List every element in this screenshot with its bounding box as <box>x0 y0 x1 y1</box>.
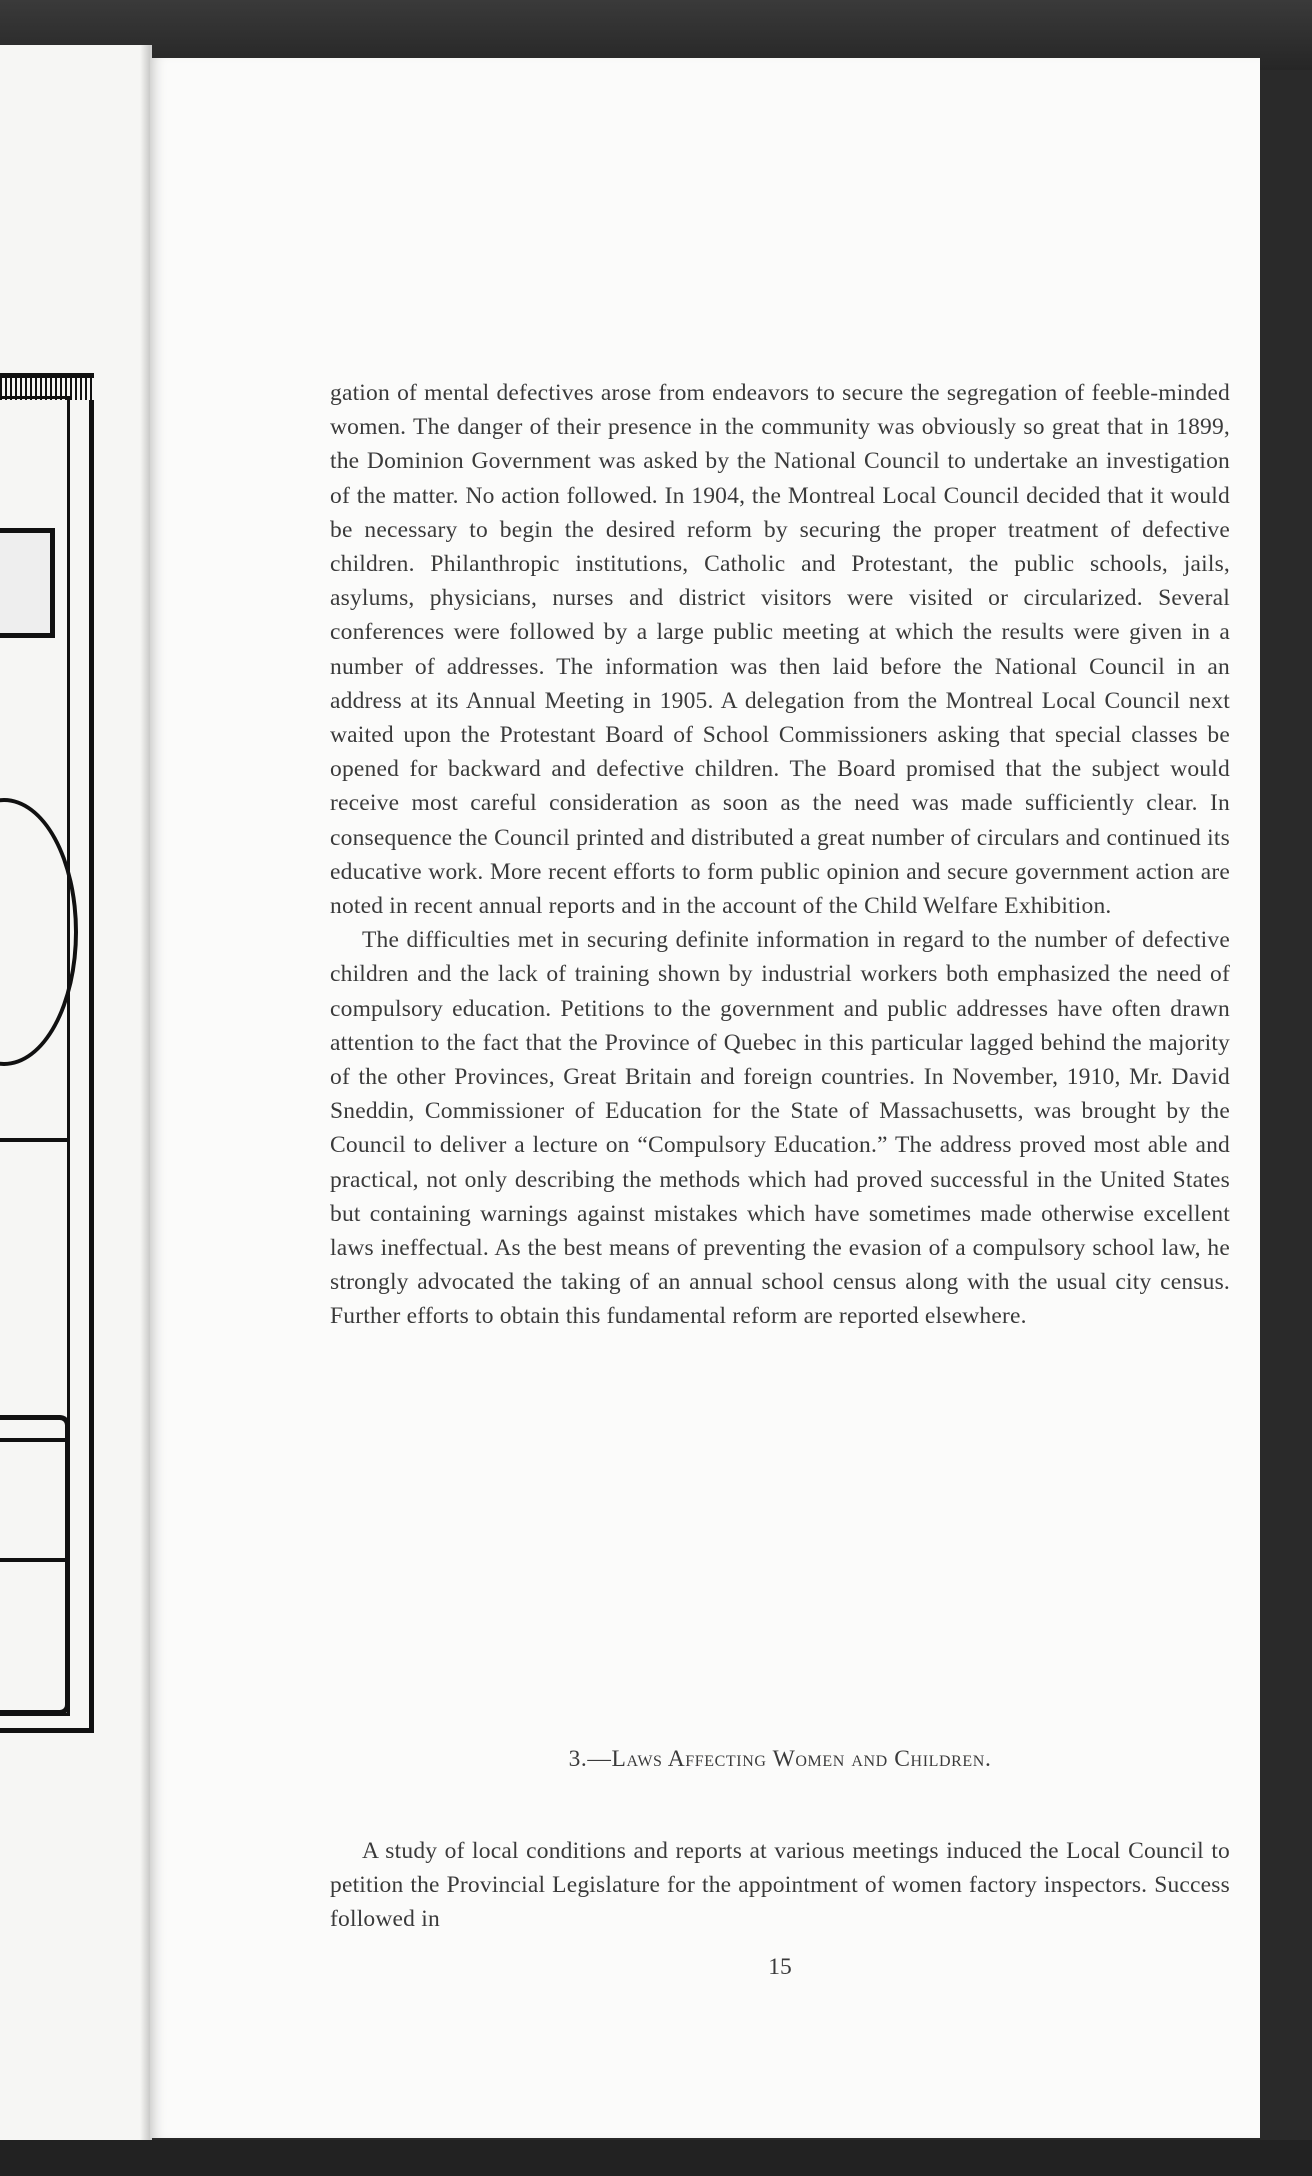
page-number: 15 <box>768 1954 792 1980</box>
facing-page-edge <box>0 45 152 2145</box>
page-gutter-shadow <box>140 45 150 2145</box>
scan-bottom-border <box>0 2140 1312 2176</box>
paragraph: The difficulties met in securing definite information in regard to the number of defective children and the lack of training shown by industrial workers both emphasized the need of compulsory education. Petitions to the government and public addresses have often drawn attention to the fact that the Province of Quebec in this particular lagged behind the majority of the other Provinces, Great Britain and foreign countries. In November, 1910, Mr. David Sneddin, Commissioner of Education for the State of Massachusetts, was brought by the Council to deliver a lecture on “Compulsory Education.” The address proved most able and practical, not only describing the methods which had proved successful in the United States but containing warnings against mistakes which have sometimes made otherwise excellent laws ineffectual. As the best means of preventing the evasion of a compulsory school law, he strongly advocated the taking of an annual school census along with the usual city census. Further efforts to obtain this fundamental reform are reported elsewhere. <box>330 927 1230 1330</box>
ornament-rule <box>0 1138 70 1142</box>
paragraph: A study of local conditions and reports at various meetings induced the Local Council to petition the Provincial Legislature for the appointment of women factory inspectors. Success followed in <box>330 1837 1230 1932</box>
paragraph-continued: gation of mental defectives arose from endeavors to secure the segregation of feeble-minded women. The danger of their presence in the community was obviously so great that in 1899, the Dominion Government was asked by the National Council to undertake an investigation of the matter. No action followed. In 1904, the Montreal Local Council decided that it would be necessary to begin the desired reform by securing the proper treatment of defective children. Philanthropic institutions, Catholic and Protestant, the public schools, jails, asylums, physicians, nurses and district visitors were visited or circularized. Several conferences were followed by a large public meeting at which the results were given in a number of addresses. The information was then laid before the National Council in an address at its Annual Meeting in 1905. A delegation from the Montreal Local Council next waited upon the Protestant Board of School Commissioners asking that special classes be opened for backward and defective children. The Board promised that the subject would receive most careful consideration as soon as the need was made sufficiently clear. In consequence the Council printed and distributed a great number of circulars and continued its educative work. More recent efforts to form public opinion and secure government action are noted in recent annual reports and in the account of the Child Welfare Exhibition. <box>330 380 1230 920</box>
ornament-lower-tab <box>0 1415 70 1715</box>
ornament-emblem <box>0 528 55 638</box>
document-page <box>150 58 1260 2138</box>
section-heading: 3.—Laws Affecting Women and Children. <box>568 1746 992 1772</box>
body-text <box>330 376 1230 1334</box>
section-body-text <box>330 1810 1230 1960</box>
